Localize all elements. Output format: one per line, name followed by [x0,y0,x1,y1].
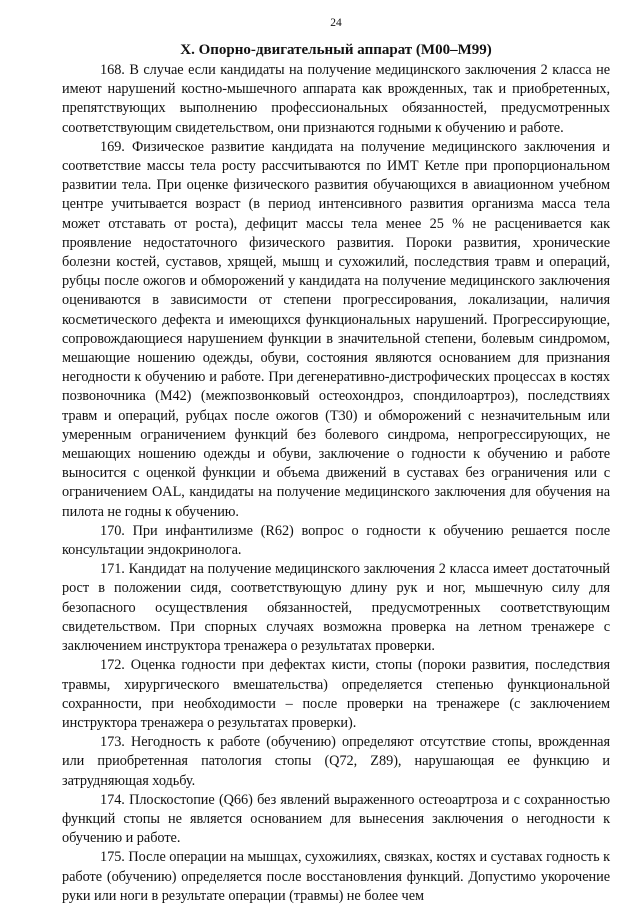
paragraph-170: 170. При инфантилизме (R62) вопрос о годности к обучению решается после консультации эндокринолога. [62,522,610,559]
paragraph-172: 172. Оценка годности при дефектах кисти, стопы (пороки развития, последствия травмы, хирургического вмешательства) определяется степенью функциональной сохранности, при необходимости – после проверки на тренажере (с заключением инструктора тренажера о результатах проверки). [62,657,610,731]
paragraph-175: 175. После операции на мышцах, сухожилиях, связках, костях и суставах годность к работе (обучению) определяется после восстановления функций. Допустимо укорочение руки или ноги в результате операции (травмы) не более чем [62,849,610,904]
paragraph-169: 169. Физическое развитие кандидата на получение медицинского заключения и соответствие массы тела росту рассчитываются по ИМТ Кетле при пропорциональном развитии тела. При оценке физического развития обучающихся в авиационном учебном центре учитывается возраст (в период интенсивного развития организма масса тела может отставать от роста), дефицит массы тела менее 25 % не расценивается как проявление недостаточного физического развития. Пороки развития, хронические болезни костей, суставов, хрящей, мышц и сухожилий, последствия травм и операций, рубцы после ожогов и обморожений у кандидата на получение медицинского заключения оцениваются в зависимости от степени прогрессирования, локализации, наличия косметического дефекта и имеющихся функциональных нарушений. Прогрессирующие, сопровождающиеся нарушением функции в значительной степени, болевым синдромом, мешающие ношению одежды, обуви, состояния являются основанием для признания негодности к обучению и работе. При дегенеративно-дистрофических процессах в костях позвоночника (M42) (межпозвонковый остеохондроз, спондилоартроз), последствиях травм и операций, рубцах после ожогов (T30) и обморожений с незначительным или умеренным ограничением функций без болевого синдрома, непрогрессирующих, не мешающих ношению одежды и обуви, заключение о годности к обучению и работе выносится с оценкой функции и объема движений в суставах без ограничения или с ограничением OAL, кандидаты на получение медицинского заключения для обучения на пилота не годны к обучению. [62,138,610,520]
section-title: X. Опорно-двигательный аппарат (M00–M99) [180,42,492,58]
page-number: 24 [330,17,342,29]
paragraph-171: 171. Кандидат на получение медицинского заключения 2 класса имеет достаточный рост в положении сидя, соответствующую длину рук и ног, мышечную силу для безопасного осуществления обязанностей, предусмотренных соответствующим свидетельством. При спорных случаях возможна проверка на летном тренажере с заключением инструктора тренажера о результатах проверки. [62,561,610,655]
paragraph-173: 173. Негодность к работе (обучению) определяют отсутствие стопы, врожденная или приобретенная патология стопы (Q72, Z89), нарушающая ее функцию и затрудняющая ходьбу. [62,734,610,789]
paragraph-168: 168. В случае если кандидаты на получение медицинского заключения 2 класса не имеют нарушений костно-мышечного аппарата как врожденных, так и приобретенных, препятствующих выполнению профессиональных обязанностей, предусмотренных соответствующим свидетельством, они признаются годными к обучению и работе. [62,62,610,136]
paragraph-174: 174. Плоскостопие (Q66) без явлений выраженного остеоартроза и с сохранностью функций стопы не является основанием для вынесения заключения о негодности к обучению и работе. [62,791,610,847]
